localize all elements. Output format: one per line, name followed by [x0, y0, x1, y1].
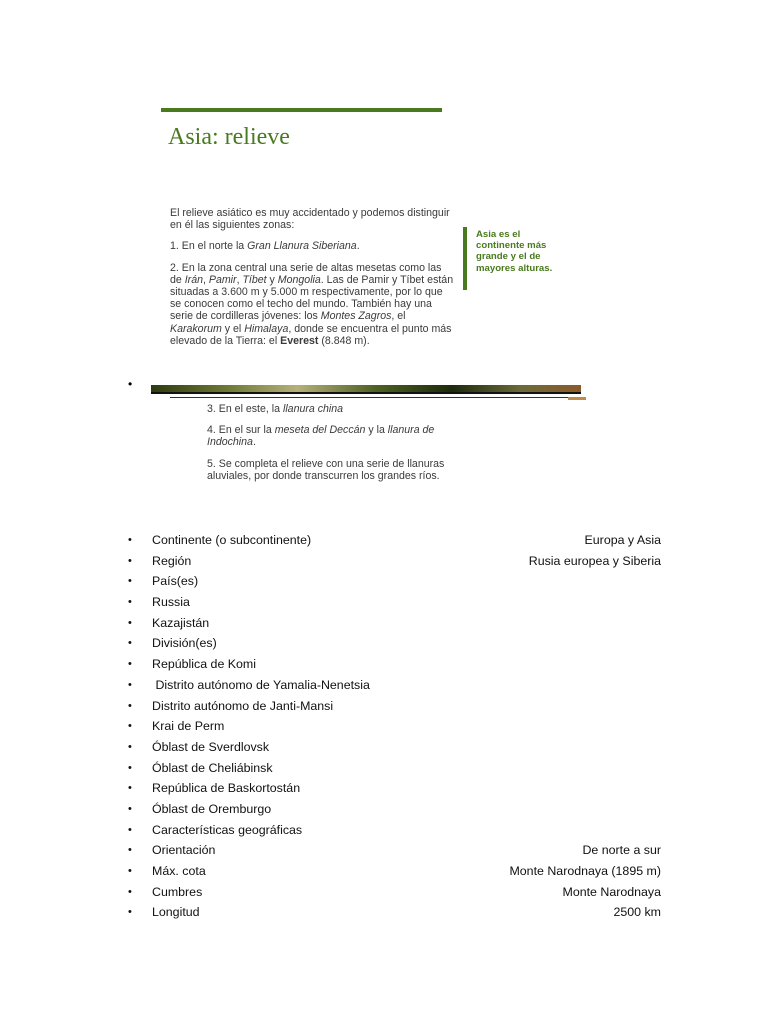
property-value: Monte Narodnaya (1895 m)	[509, 864, 661, 878]
property-row	[0, 551, 768, 572]
title-rule	[161, 108, 442, 112]
property-row	[0, 716, 768, 737]
slide-title: Asia: relieve	[168, 124, 290, 150]
property-label: Distrito autónomo de Yamalia-Nenetsia	[152, 677, 370, 692]
properties-list	[0, 530, 768, 923]
bullet: •	[128, 678, 132, 691]
bullet: •	[128, 761, 132, 774]
property-label: Krai de Perm	[152, 719, 225, 734]
bullet: •	[128, 802, 132, 815]
property-label: Longitud	[152, 905, 200, 920]
bullet: •	[128, 885, 132, 898]
strip-tail	[568, 397, 586, 400]
property-row	[0, 861, 768, 882]
bullet: •	[128, 906, 132, 919]
bullet: •	[128, 740, 132, 753]
property-label: Óblast de Cheliábinsk	[152, 760, 273, 775]
property-label: Máx. cota	[152, 864, 206, 878]
property-value: Rusia europea y Siberia	[528, 553, 661, 568]
bullet: •	[128, 823, 132, 836]
callout-text: Asia es el continente más grande y el de mayores alturas.	[476, 229, 553, 274]
property-row	[0, 571, 768, 592]
callout-bar	[463, 227, 467, 290]
photo-strip	[151, 385, 581, 392]
property-label: Russia	[152, 595, 190, 610]
property-label: Características geográficas	[152, 822, 303, 837]
bullet: •	[128, 554, 132, 567]
property-row	[0, 820, 768, 841]
property-row	[0, 633, 768, 654]
property-row	[0, 737, 768, 758]
property-label: República de Komi	[152, 657, 257, 672]
property-label: Óblast de Sverdlovsk	[152, 739, 270, 754]
bullet: •	[128, 596, 132, 609]
property-label: República de Baskortostán	[152, 781, 301, 796]
property-label: Continente (o subcontinente)	[152, 533, 312, 547]
bullet: •	[128, 782, 132, 795]
bullet: •	[128, 699, 132, 712]
property-row	[0, 654, 768, 675]
intro-paragraph: El relieve asiático es muy accidentado y podemos distinguir en él las siguientes zonas:	[170, 207, 450, 232]
property-label: División(es)	[152, 636, 217, 651]
property-row	[0, 592, 768, 613]
zone-item-4: 4. En el sur la meseta del Deccán y la llanura de Indochina.	[207, 424, 435, 449]
property-label: Cumbres	[152, 884, 203, 899]
bullet: •	[128, 637, 132, 650]
zone-item-5: 5. Se completa el relieve con una serie de llanuras aluviales, por donde transcurren los grandes ríos.	[207, 457, 445, 482]
strip-thin-line	[170, 397, 585, 398]
property-row	[0, 530, 768, 551]
slide-body	[170, 207, 455, 347]
property-row	[0, 758, 768, 779]
property-label: Región	[152, 553, 192, 568]
strip-divider	[151, 392, 581, 394]
bullet: •	[128, 720, 132, 733]
property-row	[0, 799, 768, 820]
property-value: 2500 km	[613, 905, 661, 920]
bullet: •	[128, 575, 132, 588]
bullet: •	[128, 534, 132, 546]
bullet: •	[128, 865, 132, 877]
slide-body-continued	[207, 403, 452, 491]
zone-item-3: 3. En el este, la llanura china	[207, 403, 344, 415]
property-label: Óblast de Oremburgo	[152, 801, 272, 816]
bullet: •	[128, 844, 132, 857]
zone-item-2: 2. En la zona central una serie de altas mesetas como las de Irán, Pamir, Tíbet y Mongolia. Las de Pamir y Tíbet están situadas a 3.600 m y 5.000 m respectivamente, por lo que se conocen como el techo del mundo. También hay una serie de cordilleras jóvenes: los Montes Zagros, el Karakorum y el Himalaya, donde se encuentra el punto más elevado de la Tierra: el Everest (8.848 m).	[170, 261, 454, 347]
property-row	[0, 778, 768, 799]
property-value: Monte Narodnaya	[562, 884, 661, 899]
property-row	[0, 902, 768, 923]
property-row	[0, 882, 768, 903]
property-row	[0, 675, 768, 696]
property-label: Kazajistán	[152, 615, 210, 630]
property-label: Orientación	[152, 843, 216, 858]
property-label: País(es)	[152, 574, 199, 589]
strip-bullet: •	[128, 377, 133, 391]
property-row	[0, 840, 768, 861]
zone-item-1: 1. En el norte la Gran Llanura Siberiana.	[170, 240, 360, 253]
property-label: Distrito autónomo de Janti-Mansi	[152, 698, 334, 713]
bullet: •	[128, 658, 132, 671]
bullet: •	[128, 616, 132, 629]
property-value: Europa y Asia	[584, 533, 661, 547]
property-row	[0, 613, 768, 634]
property-row	[0, 696, 768, 717]
property-value: De norte a sur	[582, 843, 661, 858]
